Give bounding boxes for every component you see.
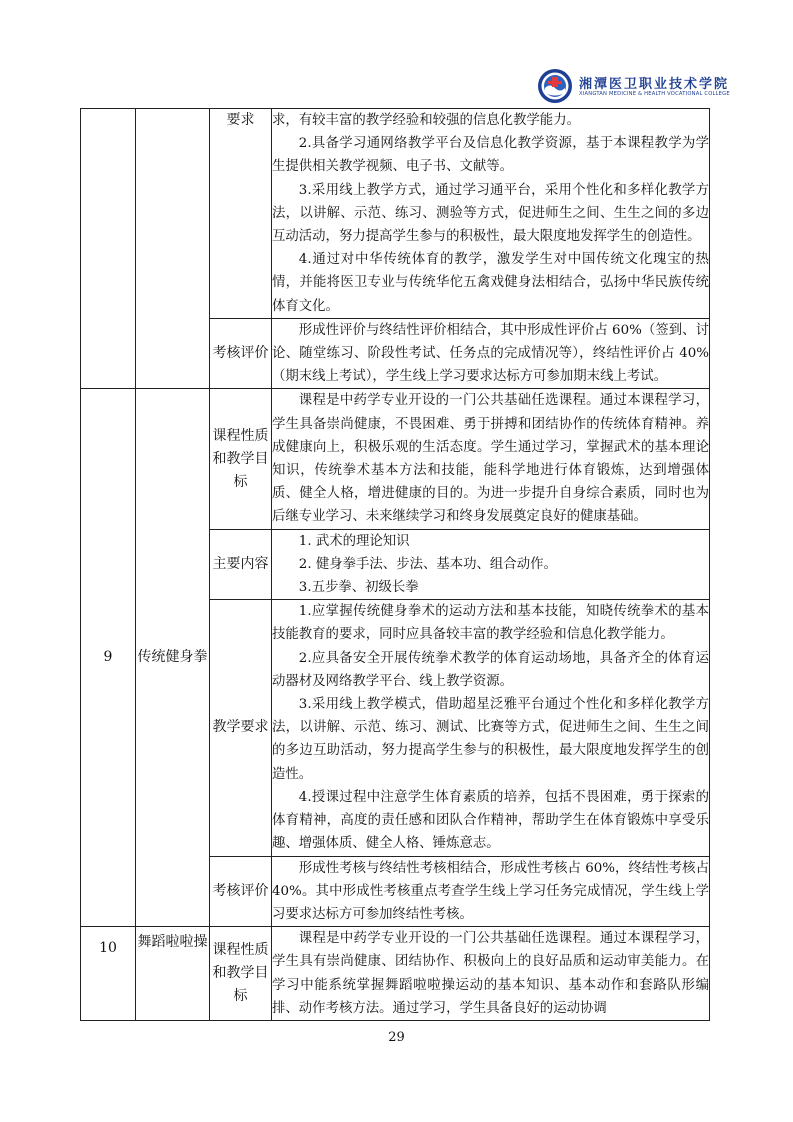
course-nature-content — [272, 389, 710, 529]
assessment-text: 形成性评价与终结性评价相结合，其中形成性评价占 60%（签到、讨论、随堂练习、阶段性考试、任务点的完成情况等），终结性评价占 40%（期末线上考试），学生线上学习要求达标方可参加期末线上考试。 — [272, 322, 709, 385]
curriculum-table — [80, 108, 710, 1021]
main-content-item: 3.五步拳、初级长拳 — [298, 580, 419, 596]
requirement-paragraph: 3.采用线上教学模式，借助超星泛雅平台通过个性化和多样化教学方法，以讲解、示范、练习、测试、比赛等方式，促进师生之间、生生之间的多边互助活动，努力提高学生参与的积极性，最大限度地发挥学生的创造性。 — [272, 697, 709, 782]
main-content-item: 1. 武术的理论知识 — [298, 533, 410, 549]
main-content-list — [272, 529, 710, 600]
college-logo — [537, 68, 730, 108]
requirement-paragraph: 求，有较丰富的教学经验和较强的信息化教学能力。 — [272, 113, 580, 128]
teaching-requirements-label: 教学要求 — [210, 600, 272, 856]
course-number-cell — [81, 109, 136, 389]
requirement-paragraph: 2.具备学习通网络教学平台及信息化教学资源，基于本课程教学为学生提供相关教学视频、电子书、文献等。 — [272, 136, 709, 175]
college-name-en: XIANGTAN MEDICINE & HEALTH VOCATIONAL COLLEGE — [579, 91, 730, 97]
course-nature-text: 课程是中药学专业开设的一门公共基础任选课程。通过本课程学习，学生具备崇尚健康，不畏困难、勇于拼搏和团结协作的传统体育精神。养成健康向上，积极乐观的生活态度。学生通过学习，掌握武术的基本理论知识，传统拳术基本方法和技能，能科学地进行体育锻炼，达到增强体质、健全人格，增进健康的目的。为进一步提升自身综合素质，同时也为后继专业学习、未来继续学习和终身发展奠定良好的健康基础。 — [272, 393, 709, 525]
course-nature-label: 课程性质和教学目标 — [210, 389, 272, 529]
teaching-requirements-label: 要求 — [210, 109, 272, 319]
assessment-label: 考核评价 — [210, 856, 272, 927]
requirement-paragraph: 2.应具备安全开展传统拳术教学的体育运动场地，具备齐全的体育运动器材及网络教学平台、线上教学资源。 — [272, 650, 709, 689]
course-nature-content — [272, 927, 710, 1021]
course-nature-text: 课程是中药学专业开设的一门公共基础任选课程。通过本课程学习，学生具有崇尚健康、团结协作、积极向上的良好品质和运动审美能力。在学习中能系统掌握舞蹈啦啦操运动的基本知识、基本动作和套路队形编排、动作考核方法。通过学习，学生具备良好的运动协调 — [272, 931, 709, 1016]
main-content-item: 2. 健身拳手法、步法、基本功、组合动作。 — [298, 556, 557, 572]
course-number: 9 — [81, 389, 136, 927]
requirement-paragraph: 4.通过对中华传统体育的教学，激发学生对中国传统文化瑰宝的热情，并能将医卫专业与传统华佗五禽戏健身法相结合，弘扬中华民族传统体育文化。 — [272, 252, 709, 314]
requirement-paragraph: 3.采用线上教学方式，通过学习通平台，采用个性化和多样化教学方法，以讲解、示范、练习、测验等方式，促进师生之间、生生之间的多边互动活动，努力提高学生参与的积极性，最大限度地发挥学生的创造性。 — [272, 182, 709, 245]
main-content-label: 主要内容 — [210, 529, 272, 600]
assessment-text: 形成性考核与终结性考核相结合，形成性考核占 60%，终结性考核占 40%。其中形成性考核重点考查学生线上学习任务完成情况，学生线上学习要求达标方可参加终结性考核。 — [272, 860, 709, 922]
course-name-cell — [136, 109, 210, 389]
course-number: 10 — [81, 927, 136, 1021]
teaching-requirements-content — [272, 600, 710, 856]
course-name: 传统健身拳 — [136, 389, 210, 927]
table-row — [81, 927, 710, 1021]
assessment-content — [272, 318, 710, 389]
college-name-cn: 湘潭医卫职业技术学院 — [579, 77, 730, 92]
teaching-requirements-content — [272, 109, 710, 319]
assessment-label: 考核评价 — [210, 318, 272, 389]
page-number: 29 — [388, 1030, 405, 1045]
table-row — [81, 109, 710, 319]
requirement-paragraph: 4.授课过程中注意学生体育素质的培养，包括不畏困难，勇于探索的体育精神，高度的责任感和团队合作精神，帮助学生在体育锻炼中享受乐趣、增强体质、健全人格、锤炼意志。 — [272, 789, 709, 852]
assessment-content — [272, 856, 710, 927]
course-nature-label: 课程性质和教学目标 — [210, 927, 272, 1021]
college-seal-icon — [537, 68, 573, 104]
table-row — [81, 389, 710, 529]
course-name: 舞蹈啦啦操 — [136, 927, 210, 1021]
requirement-paragraph: 1.应掌握传统健身拳术的运动方法和基本技能，知晓传统拳术的基本技能教育的要求，同时应具备较丰富的教学经验和信息化教学能力。 — [272, 604, 709, 643]
